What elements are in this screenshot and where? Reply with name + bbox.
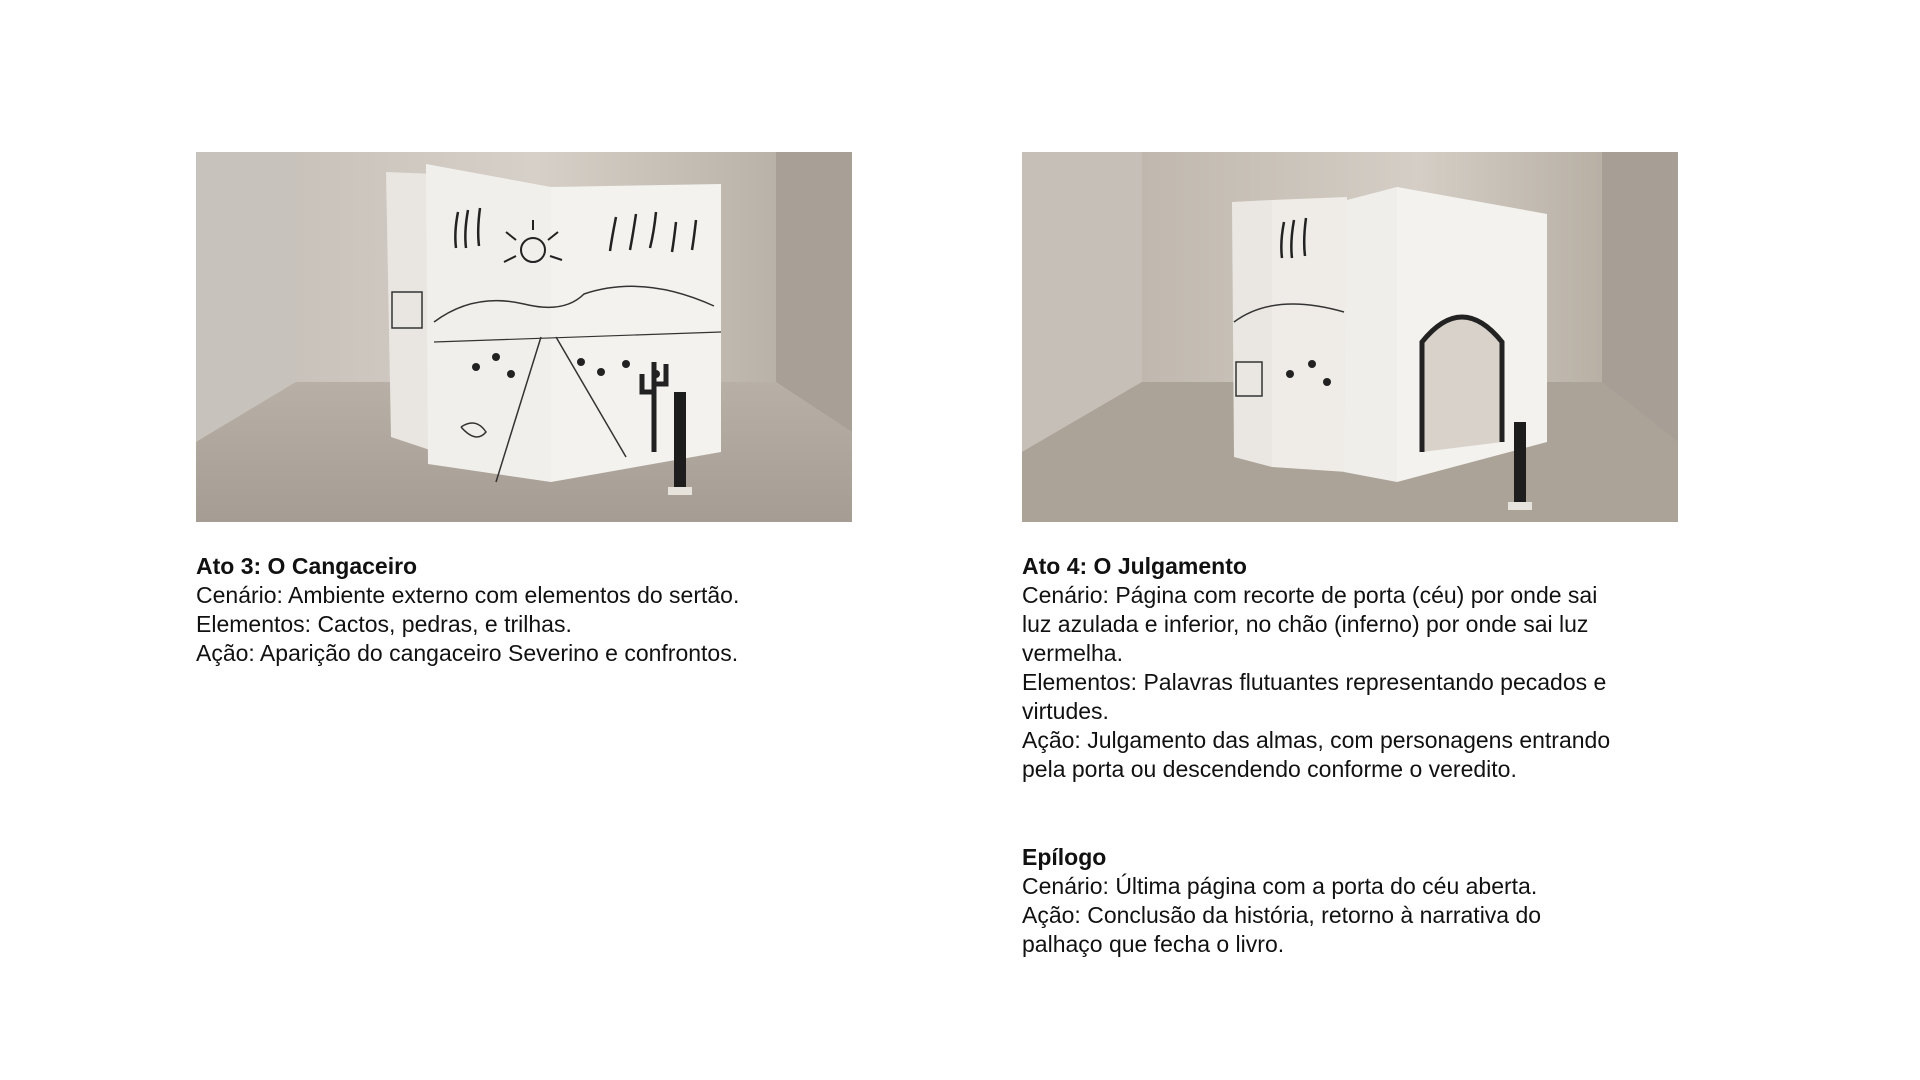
epilogo-line: Ação: Conclusão da história, retorno à narrativa do — [1022, 902, 1542, 928]
ato4-line: luz azulada e inferior, no chão (inferno) por onde sai luz — [1022, 611, 1589, 637]
ato3-line: Elementos: Cactos, pedras, e trilhas. — [196, 611, 572, 637]
ato4-line: vermelha. — [1022, 640, 1123, 666]
epilogo-line: palhaço que fecha o livro. — [1022, 931, 1285, 957]
ato4-line: pela porta ou descendendo conforme o veredito. — [1022, 756, 1517, 782]
ato3-line: Ação: Aparição do cangaceiro Severino e confrontos. — [196, 640, 739, 666]
ato4-scene-photo — [1022, 152, 1678, 522]
ato4-line: Ação: Julgamento das almas, com personagens entrando — [1022, 727, 1611, 753]
ato3-description — [196, 552, 856, 668]
ato4-line: Cenário: Página com recorte de porta (céu) por onde sai — [1022, 582, 1598, 608]
epilogo-line: Cenário: Última página com a porta do céu aberta. — [1022, 873, 1538, 899]
ato4-line: Elementos: Palavras flutuantes representando pecados e — [1022, 669, 1607, 695]
ato4-description — [1022, 552, 1682, 784]
epilogo-heading: Epílogo — [1022, 844, 1107, 870]
ato3-heading: Ato 3: O Cangaceiro — [196, 553, 418, 579]
ato4-line: virtudes. — [1022, 698, 1109, 724]
ato4-heading: Ato 4: O Julgamento — [1022, 553, 1247, 579]
ato3-scene-photo — [196, 152, 852, 522]
epilogo-description — [1022, 843, 1682, 959]
ato3-line: Cenário: Ambiente externo com elementos do sertão. — [196, 582, 740, 608]
